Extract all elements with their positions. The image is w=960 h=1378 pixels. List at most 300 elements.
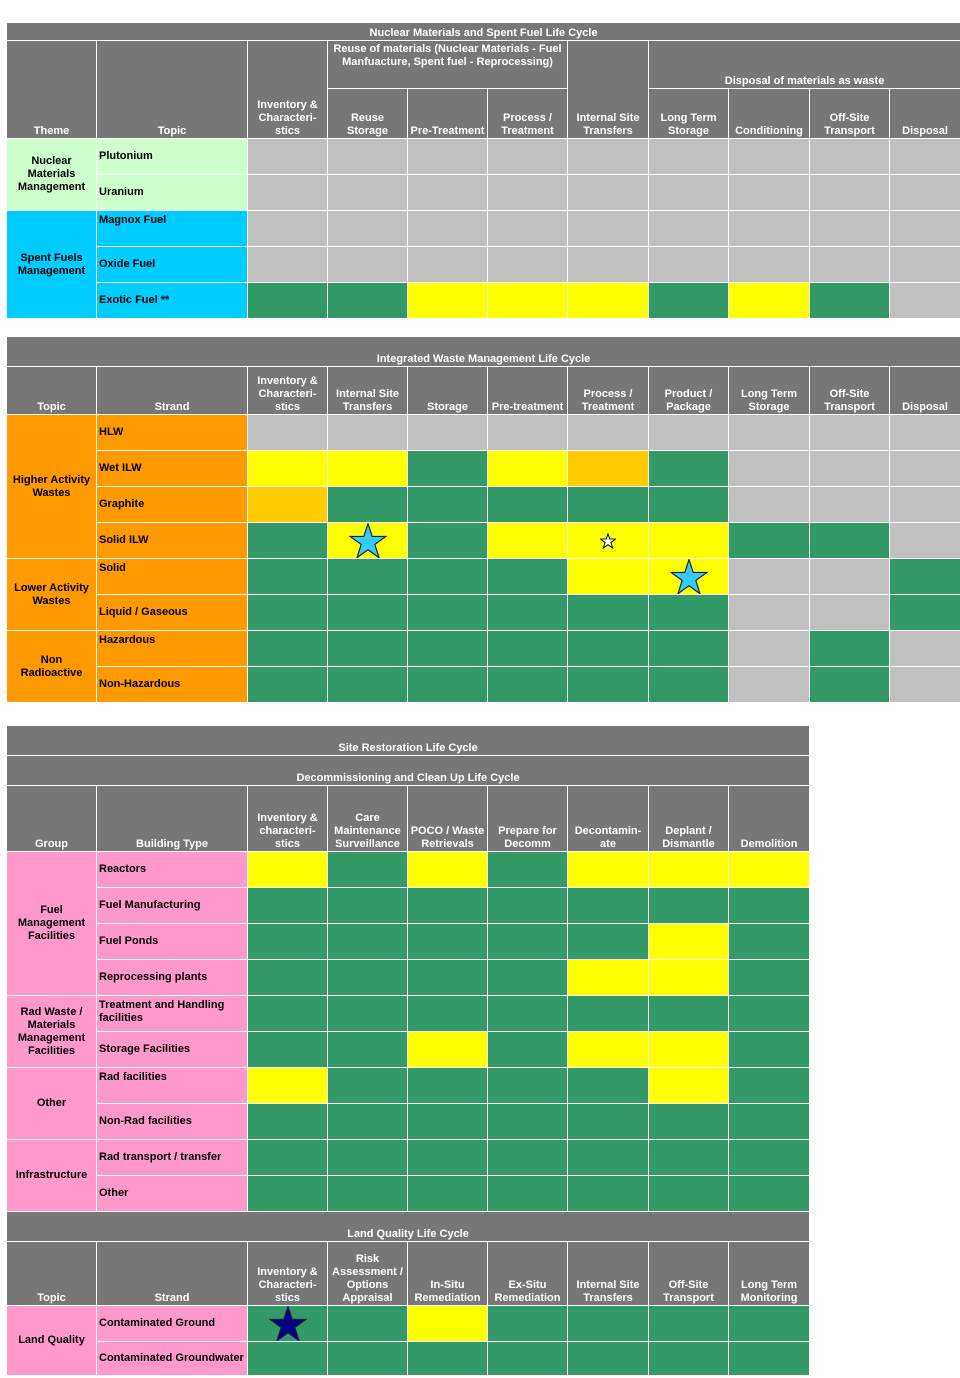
- col-header-prepare: Prepare for Decomm: [488, 786, 568, 852]
- status-cell-in-place: [408, 888, 488, 924]
- status-cell-not-applicable: [810, 247, 890, 283]
- status-cell-amber: [568, 451, 649, 487]
- status-cell-in-place: [729, 1342, 810, 1376]
- status-cell-not-applicable: [729, 247, 810, 283]
- col-header-strand: Strand: [97, 1242, 248, 1306]
- status-cell-in-place: [729, 1032, 810, 1068]
- status-cell-in-place: [408, 1342, 488, 1376]
- status-cell-in-place: [328, 283, 408, 319]
- status-cell-partial: [568, 1032, 649, 1068]
- status-cell-in-place: [248, 595, 328, 631]
- table-row: [7, 852, 810, 888]
- col-header-process: Process / Treatment: [488, 89, 568, 139]
- status-cell-not-applicable: [248, 175, 328, 211]
- status-cell-not-applicable: [568, 211, 649, 247]
- status-cell-not-applicable: [890, 415, 960, 451]
- row-label: Solid ILW: [97, 523, 248, 559]
- row-label: Solid: [97, 559, 248, 595]
- status-cell-in-place: [408, 1140, 488, 1176]
- status-cell-in-place: [649, 1104, 729, 1140]
- status-cell-in-place: [568, 996, 649, 1032]
- theme-nuclear-materials: Nuclear Materials Management: [7, 139, 97, 211]
- status-cell-in-place: [248, 1032, 328, 1068]
- col-header-longterm: Long Term Monitoring: [729, 1242, 810, 1306]
- col-header-care: Care Maintenance Surveillance: [328, 786, 408, 852]
- row-label: Contaminated Ground: [97, 1306, 248, 1342]
- table-row: [7, 175, 960, 211]
- status-cell-in-place: [568, 1068, 649, 1104]
- status-cell-partial: [568, 559, 649, 595]
- status-cell-in-place: [328, 1032, 408, 1068]
- status-cell-in-place: [729, 1176, 810, 1212]
- status-cell-not-applicable: [328, 247, 408, 283]
- status-cell-not-applicable: [488, 139, 568, 175]
- status-cell-in-place: [248, 1104, 328, 1140]
- status-cell-in-place: [729, 1140, 810, 1176]
- row-label: Treatment and Handling facilities: [97, 996, 248, 1032]
- col-header-process: Process / Treatment: [568, 367, 649, 415]
- status-cell-in-place: [488, 631, 568, 667]
- topic-non-radioactive: Non Radioactive: [7, 631, 97, 703]
- table-row: [7, 1104, 810, 1140]
- nuclear-materials-table: [6, 22, 960, 319]
- status-cell-not-applicable: [408, 247, 488, 283]
- status-cell-not-applicable: [890, 175, 960, 211]
- status-cell-partial: [248, 852, 328, 888]
- site-restoration-table: [6, 725, 810, 1376]
- group-header-reuse: Reuse of materials (Nuclear Materials - Fuel Manfuacture, Spent fuel - Reprocessing): [328, 41, 568, 89]
- table-row: [7, 595, 960, 631]
- status-cell-partial: [248, 1068, 328, 1104]
- status-cell-not-applicable: [810, 595, 890, 631]
- row-label: Magnox Fuel: [97, 211, 248, 247]
- group-infrastructure: Infrastructure: [7, 1140, 97, 1212]
- status-cell-in-place: [649, 451, 729, 487]
- table-row: [7, 283, 960, 319]
- row-label: Rad transport / transfer: [97, 1140, 248, 1176]
- col-header-inventory: Inventory & characteri-stics: [248, 786, 328, 852]
- status-cell-in-place: [810, 523, 890, 559]
- group-fuel-management: Fuel Management Facilities: [7, 852, 97, 996]
- status-cell-not-applicable: [810, 139, 890, 175]
- status-cell-in-place: [649, 283, 729, 319]
- status-cell-in-place: [328, 1140, 408, 1176]
- status-cell-in-place: [408, 996, 488, 1032]
- status-cell-in-place: [649, 667, 729, 703]
- status-cell-not-applicable: [649, 175, 729, 211]
- table-row: [7, 960, 810, 996]
- status-cell-not-applicable: [248, 211, 328, 247]
- status-cell-not-applicable: [729, 175, 810, 211]
- row-label: Fuel Ponds: [97, 924, 248, 960]
- status-cell-in-place: [408, 523, 488, 559]
- status-cell-in-place: [248, 924, 328, 960]
- col-header-offsite: Off-Site Transport: [649, 1242, 729, 1306]
- status-cell-in-place: [408, 559, 488, 595]
- status-cell-in-place: [488, 852, 568, 888]
- status-cell-not-applicable: [729, 415, 810, 451]
- integrated-waste-table: [6, 336, 960, 703]
- status-cell-partial: [729, 283, 810, 319]
- star-icon: [670, 559, 708, 595]
- star-icon: [349, 523, 387, 559]
- status-cell-in-place: [568, 1104, 649, 1140]
- table-row: [7, 1306, 810, 1342]
- topic-lower-activity: Lower Activity Wastes: [7, 559, 97, 631]
- status-cell-in-place: [488, 996, 568, 1032]
- status-cell-not-applicable: [890, 211, 960, 247]
- status-cell-not-applicable: [890, 451, 960, 487]
- status-cell-not-applicable: [890, 667, 960, 703]
- status-cell-not-applicable: [488, 247, 568, 283]
- table-row: [7, 888, 810, 924]
- status-cell-partial: [248, 451, 328, 487]
- status-cell-in-place: [488, 595, 568, 631]
- status-cell-in-place: [328, 1068, 408, 1104]
- status-cell-not-applicable: [568, 415, 649, 451]
- status-cell-not-applicable: [890, 283, 960, 319]
- status-cell-in-place: [248, 523, 328, 559]
- status-cell-in-place: [248, 631, 328, 667]
- status-cell-in-place: [488, 1342, 568, 1376]
- status-cell-in-place: [488, 1032, 568, 1068]
- col-header-internal: Internal Site Transfers: [568, 1242, 649, 1306]
- status-cell-in-place: [328, 1104, 408, 1140]
- status-cell-in-place: [488, 888, 568, 924]
- table-row: [7, 139, 960, 175]
- row-label: Wet ILW: [97, 451, 248, 487]
- status-cell-in-place: [488, 559, 568, 595]
- status-cell-in-place: [488, 1306, 568, 1342]
- status-cell-not-applicable: [568, 139, 649, 175]
- table-row: [7, 667, 960, 703]
- status-cell-in-place: [248, 888, 328, 924]
- col-header-topic: Topic: [7, 1242, 97, 1306]
- table-row: [7, 451, 960, 487]
- status-cell-in-place: [649, 1176, 729, 1212]
- table-row: [7, 631, 960, 667]
- status-cell-not-applicable: [890, 139, 960, 175]
- status-cell-not-applicable: [649, 247, 729, 283]
- col-header-group: Group: [7, 786, 97, 852]
- status-cell-partial: [568, 523, 649, 559]
- status-cell-in-place: [810, 631, 890, 667]
- status-cell-in-place: [248, 1176, 328, 1212]
- col-header-inventory: Inventory & Characteri-stics: [248, 41, 328, 139]
- col-header-reuse: Reuse Storage: [328, 89, 408, 139]
- col-header-longterm: Long Term Storage: [649, 89, 729, 139]
- status-cell-not-applicable: [248, 139, 328, 175]
- status-cell-in-place: [488, 1104, 568, 1140]
- col-header-topic: Topic: [7, 367, 97, 415]
- status-cell-in-place: [328, 631, 408, 667]
- col-header-longterm: Long Term Storage: [729, 367, 810, 415]
- status-cell-in-place: [649, 487, 729, 523]
- row-label: Plutonium: [97, 139, 248, 175]
- status-cell-not-applicable: [408, 139, 488, 175]
- status-cell-in-place: [649, 996, 729, 1032]
- row-label: Other: [97, 1176, 248, 1212]
- table-title: Nuclear Materials and Spent Fuel Life Cycle: [7, 23, 960, 41]
- status-cell-in-place: [328, 924, 408, 960]
- status-cell-in-place: [248, 960, 328, 996]
- col-header-product: Product / Package: [649, 367, 729, 415]
- status-cell-in-place: [649, 631, 729, 667]
- group-header-disposal: Disposal of materials as waste: [649, 41, 960, 89]
- status-cell-in-place: [729, 888, 810, 924]
- status-cell-not-applicable: [488, 211, 568, 247]
- col-header-risk: Risk Assessment / Options Appraisal: [328, 1242, 408, 1306]
- table-title: Site Restoration Life Cycle: [7, 726, 810, 756]
- col-header-topic: Topic: [97, 41, 248, 139]
- status-cell-in-place: [248, 996, 328, 1032]
- row-label: Non-Rad facilities: [97, 1104, 248, 1140]
- status-cell-partial: [649, 1068, 729, 1104]
- col-header-building: Building Type: [97, 786, 248, 852]
- status-cell-partial: [649, 559, 729, 595]
- status-cell-not-applicable: [729, 139, 810, 175]
- row-label: Non-Hazardous: [97, 667, 248, 703]
- star-icon: [269, 1306, 307, 1342]
- status-cell-partial: [488, 523, 568, 559]
- col-header-demolition: Demolition: [729, 786, 810, 852]
- status-cell-not-applicable: [729, 559, 810, 595]
- status-cell-in-place: [568, 1140, 649, 1176]
- status-cell-in-place: [729, 1306, 810, 1342]
- topic-higher-activity: Higher Activity Wastes: [7, 415, 97, 559]
- row-label: Uranium: [97, 175, 248, 211]
- status-cell-not-applicable: [649, 415, 729, 451]
- col-header-pre: Pre-treatment: [488, 367, 568, 415]
- table-row: [7, 559, 960, 595]
- status-cell-in-place: [328, 595, 408, 631]
- status-cell-in-place: [729, 960, 810, 996]
- status-cell-in-place: [488, 960, 568, 996]
- group-rad-waste: Rad Waste / Materials Management Facilities: [7, 996, 97, 1068]
- status-cell-in-place: [890, 559, 960, 595]
- status-cell-in-place: [568, 1306, 649, 1342]
- land-quality-title: Land Quality Life Cycle: [7, 1212, 810, 1242]
- status-cell-partial: [649, 523, 729, 559]
- status-cell-in-place: [568, 487, 649, 523]
- status-cell-in-place: [568, 595, 649, 631]
- status-cell-in-place: [488, 487, 568, 523]
- col-header-inventory: Inventory & Characteri-stics: [248, 367, 328, 415]
- row-label: Exotic Fuel **: [97, 283, 248, 319]
- status-cell-in-place: [649, 1140, 729, 1176]
- status-cell-in-place: [488, 1140, 568, 1176]
- status-cell-in-place: [810, 667, 890, 703]
- status-cell-in-place: [568, 631, 649, 667]
- status-cell-in-place: [408, 595, 488, 631]
- table-row: [7, 1342, 810, 1376]
- status-cell-in-place: [328, 487, 408, 523]
- status-cell-in-place: [408, 667, 488, 703]
- status-cell-in-place: [649, 1306, 729, 1342]
- status-cell-not-applicable: [729, 451, 810, 487]
- status-cell-in-place: [649, 595, 729, 631]
- status-cell-in-place: [248, 1342, 328, 1376]
- table-row: [7, 1032, 810, 1068]
- status-cell-in-place: [328, 852, 408, 888]
- col-header-deplant: Deplant / Dismantle: [649, 786, 729, 852]
- col-header-inventory: Inventory & Characteri-stics: [248, 1242, 328, 1306]
- status-cell-partial: [729, 852, 810, 888]
- status-cell-in-place: [328, 559, 408, 595]
- col-header-exsitu: Ex-Situ Remediation: [488, 1242, 568, 1306]
- star-icon: [600, 533, 616, 549]
- table-row: [7, 247, 960, 283]
- status-cell-not-applicable: [729, 487, 810, 523]
- table-row: [7, 924, 810, 960]
- status-cell-not-applicable: [248, 247, 328, 283]
- row-label: Reprocessing plants: [97, 960, 248, 996]
- col-header-pre: Pre-Treatment: [408, 89, 488, 139]
- status-cell-in-place: [729, 924, 810, 960]
- table-row: [7, 1068, 810, 1104]
- status-cell-not-applicable: [408, 415, 488, 451]
- status-cell-in-place: [568, 924, 649, 960]
- status-cell-partial: [488, 451, 568, 487]
- status-cell-in-place: [408, 1104, 488, 1140]
- status-cell-in-place: [488, 1176, 568, 1212]
- row-label: Oxide Fuel: [97, 247, 248, 283]
- status-cell-partial: [649, 852, 729, 888]
- status-cell-in-place: [248, 1140, 328, 1176]
- table-subtitle: Decommissioning and Clean Up Life Cycle: [7, 756, 810, 786]
- row-label: Hazardous: [97, 631, 248, 667]
- status-cell-partial: [649, 924, 729, 960]
- status-cell-partial: [568, 283, 649, 319]
- col-header-disposal: Disposal: [890, 89, 960, 139]
- table-title: Integrated Waste Management Life Cycle: [7, 337, 960, 367]
- topic-land-quality: Land Quality: [7, 1306, 97, 1376]
- col-header-disposal: Disposal: [890, 367, 960, 415]
- table-row: [7, 487, 960, 523]
- status-cell-not-applicable: [568, 175, 649, 211]
- status-cell-partial: [408, 852, 488, 888]
- status-cell-partial: [649, 960, 729, 996]
- status-cell-not-applicable: [328, 415, 408, 451]
- status-cell-not-applicable: [649, 139, 729, 175]
- col-header-decon: Decontamin-ate: [568, 786, 649, 852]
- status-cell-in-place: [408, 451, 488, 487]
- theme-spent-fuels: Spent Fuels Management: [7, 211, 97, 319]
- status-cell-not-applicable: [649, 211, 729, 247]
- status-cell-in-place: [408, 1176, 488, 1212]
- status-cell-in-place: [328, 888, 408, 924]
- status-cell-not-applicable: [810, 211, 890, 247]
- status-cell-in-place: [729, 1104, 810, 1140]
- status-cell-not-applicable: [890, 247, 960, 283]
- row-label: HLW: [97, 415, 248, 451]
- status-cell-in-place: [248, 283, 328, 319]
- status-cell-partial: [568, 960, 649, 996]
- status-cell-in-place: [328, 667, 408, 703]
- status-cell-in-place: [408, 487, 488, 523]
- status-cell-not-applicable: [408, 211, 488, 247]
- status-cell-in-place: [328, 960, 408, 996]
- status-cell-in-place: [248, 667, 328, 703]
- status-cell-in-place: [810, 283, 890, 319]
- table-row: [7, 523, 960, 559]
- table-row: [7, 415, 960, 451]
- status-cell-not-applicable: [729, 631, 810, 667]
- row-label: Liquid / Gaseous: [97, 595, 248, 631]
- status-cell-in-place: [890, 595, 960, 631]
- row-label: Fuel Manufacturing: [97, 888, 248, 924]
- status-cell-in-place: [248, 559, 328, 595]
- status-cell-not-applicable: [810, 175, 890, 211]
- status-cell-not-applicable: [890, 487, 960, 523]
- status-cell-partial: [408, 1306, 488, 1342]
- status-cell-not-applicable: [488, 175, 568, 211]
- col-header-strand: Strand: [97, 367, 248, 415]
- table-row: [7, 1140, 810, 1176]
- status-cell-not-applicable: [729, 211, 810, 247]
- status-cell-partial: [408, 283, 488, 319]
- status-cell-not-applicable: [810, 451, 890, 487]
- status-cell-not-applicable: [810, 559, 890, 595]
- col-header-storage: Storage: [408, 367, 488, 415]
- status-cell-in-place: [408, 631, 488, 667]
- group-other: Other: [7, 1068, 97, 1140]
- status-cell-not-applicable: [729, 595, 810, 631]
- row-label: Rad facilities: [97, 1068, 248, 1104]
- status-cell-in-place: [488, 667, 568, 703]
- status-cell-not-applicable: [810, 415, 890, 451]
- status-cell-not-applicable: [328, 211, 408, 247]
- status-cell-in-place: [248, 1306, 328, 1342]
- status-cell-in-place: [408, 924, 488, 960]
- status-cell-partial: [568, 852, 649, 888]
- status-cell-in-place: [568, 667, 649, 703]
- row-label: Graphite: [97, 487, 248, 523]
- status-cell-amber: [248, 487, 328, 523]
- status-cell-not-applicable: [328, 139, 408, 175]
- status-cell-in-place: [328, 1176, 408, 1212]
- status-cell-in-place: [408, 1068, 488, 1104]
- status-cell-in-place: [328, 1342, 408, 1376]
- status-cell-in-place: [729, 523, 810, 559]
- status-cell-partial: [408, 1032, 488, 1068]
- status-cell-in-place: [649, 888, 729, 924]
- status-cell-not-applicable: [328, 175, 408, 211]
- status-cell-not-applicable: [488, 415, 568, 451]
- status-cell-in-place: [328, 1306, 408, 1342]
- status-cell-partial: [649, 1032, 729, 1068]
- table-row: [7, 996, 810, 1032]
- status-cell-in-place: [729, 1068, 810, 1104]
- table-row: [7, 211, 960, 247]
- status-cell-in-place: [328, 996, 408, 1032]
- status-cell-in-place: [488, 924, 568, 960]
- status-cell-partial: [328, 451, 408, 487]
- status-cell-in-place: [568, 1342, 649, 1376]
- col-header-offsite: Off-Site Transport: [810, 367, 890, 415]
- col-header-internal: Internal Site Transfers: [568, 41, 649, 139]
- col-header-conditioning: Conditioning: [729, 89, 810, 139]
- status-cell-partial: [328, 523, 408, 559]
- status-cell-not-applicable: [248, 415, 328, 451]
- col-header-poco: POCO / Waste Retrievals: [408, 786, 488, 852]
- row-label: Storage Facilities: [97, 1032, 248, 1068]
- status-cell-in-place: [568, 888, 649, 924]
- status-cell-not-applicable: [568, 247, 649, 283]
- status-cell-not-applicable: [408, 175, 488, 211]
- status-cell-in-place: [729, 996, 810, 1032]
- row-label: Contaminated Groundwater: [97, 1342, 248, 1376]
